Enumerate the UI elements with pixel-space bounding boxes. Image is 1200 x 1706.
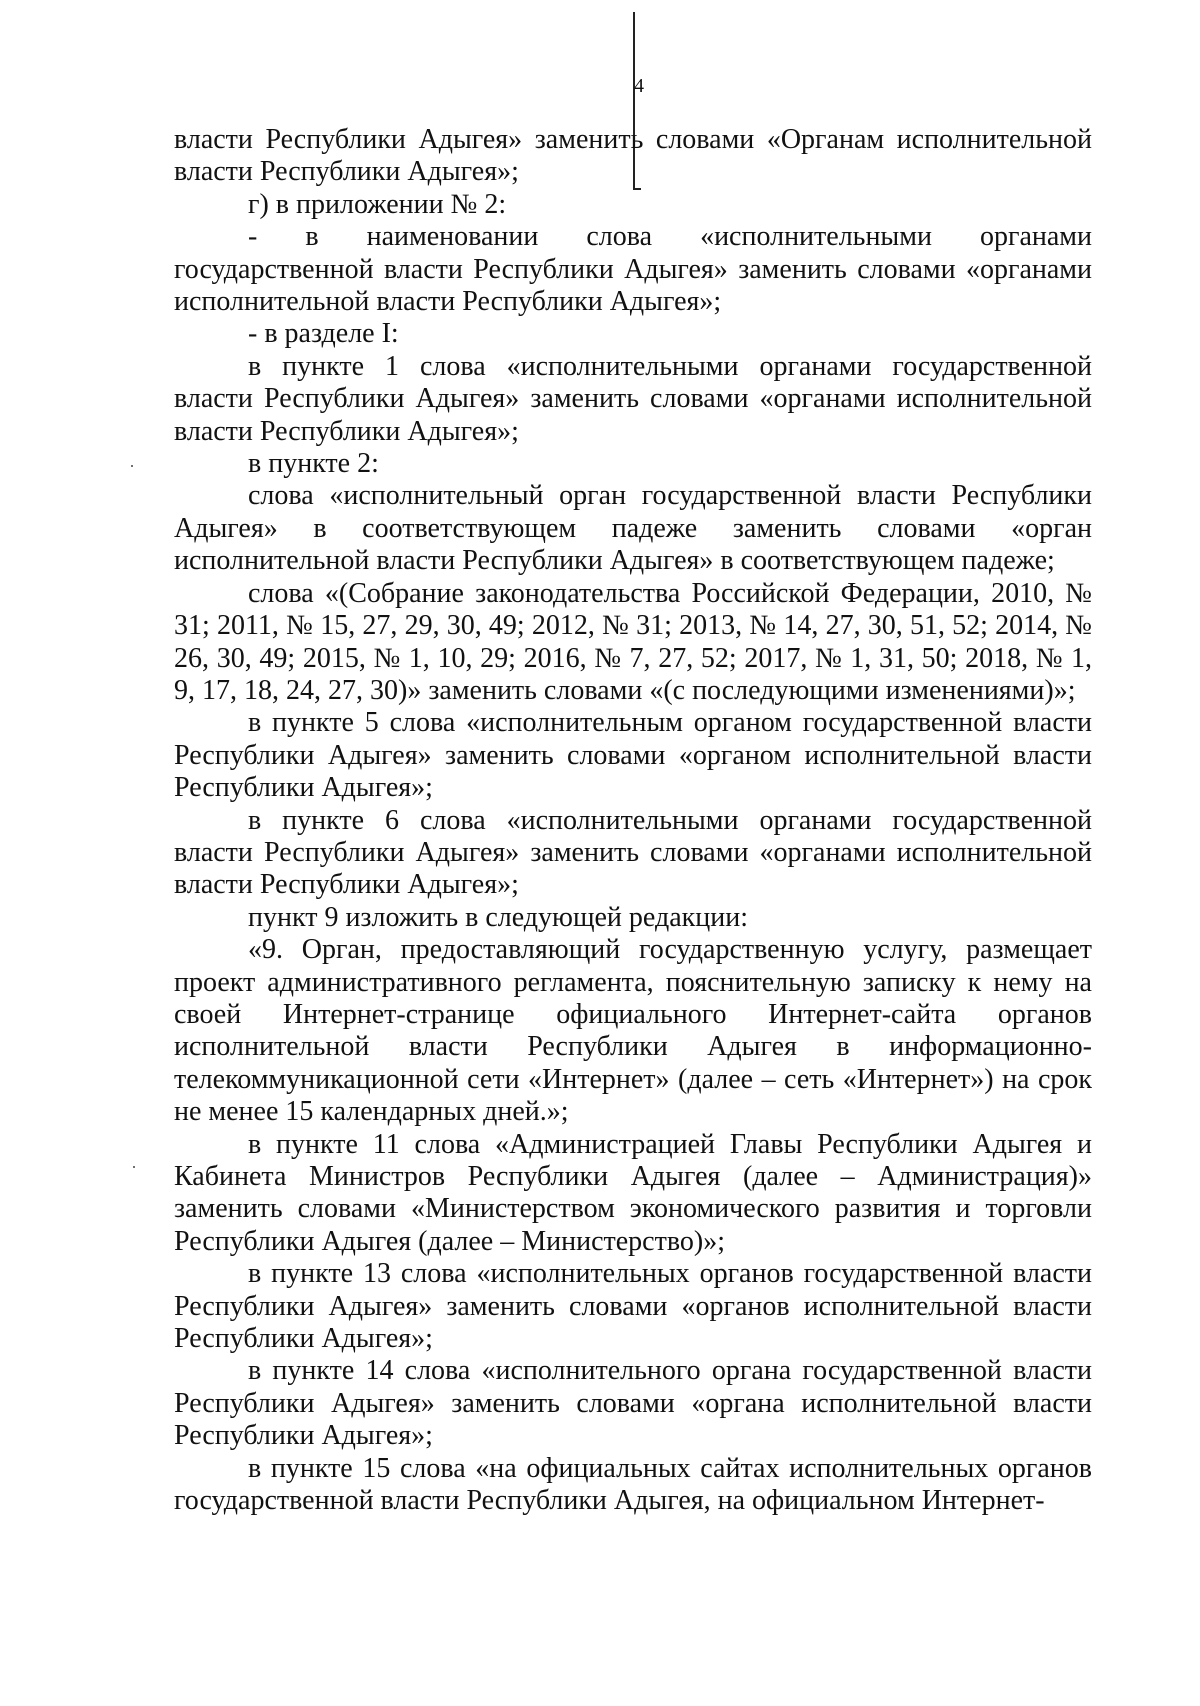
scan-speck bbox=[133, 1166, 135, 1168]
paragraph: слова «(Собрание законодательства Российской Федерации, 2010, № 31; 2011, № 15, 27, 29, 30, 49; 2012, № 31; 2013, № 14, 27, 30, 51, 52; 2014, № 26, 30, 49; 2015, № 1, 10, 29; 2016, № 7, 27, 52; 2017, № 1, 31, 50; 2018, № 1, 9, 17, 18, 24, 27, 30)» заменить словами «(с последующими изменениями)»; bbox=[174, 577, 1092, 706]
scan-speck bbox=[131, 465, 133, 467]
paragraph-continuation: власти Республики Адыгея» заменить словами «Органам исполнительной власти Республики Адыгея»; bbox=[174, 124, 1092, 188]
paragraph: в пункте 5 слова «исполнительным органом государственной власти Республики Адыгея» заменить словами «органом исполнительной власти Республики Адыгея»; bbox=[174, 707, 1092, 804]
paragraph: в пункте 6 слова «исполнительными органами государственной власти Республики Адыгея» заменить словами «органами исполнительной власти Республики Адыгея»; bbox=[174, 804, 1092, 901]
paragraph: г) в приложении № 2: bbox=[248, 188, 507, 220]
paragraph: слова «исполнительный орган государственной власти Республики Адыгея» в соответствующем падеже заменить словами «орган исполнительной власти Республики Адыгея» в соответствующем падеже; bbox=[174, 480, 1092, 577]
paragraph: в пункте 15 слова «на официальных сайтах исполнительных органов государственной власти Республики Адыгея, на официальном Интернет- bbox=[174, 1452, 1092, 1517]
page-number: 4 bbox=[634, 75, 644, 97]
paragraph: «9. Орган, предоставляющий государственную услугу, размещает проект административного регламента, пояснительную записку к нему на своей Интернет-странице официального Интернет-сайта органов исполнительной власти Республики Адыгея в информационно-телекоммуникационной сети «Интернет» (далее – сеть «Интернет») на срок не менее 15 календарных дней.»; bbox=[174, 934, 1092, 1128]
paragraph: в пункте 14 слова «исполнительного органа государственной власти Республики Адыгея» заменить словами «органа исполнительной власти Республики Адыгея»; bbox=[174, 1355, 1092, 1452]
paragraph: в пункте 11 слова «Администрацией Главы Республики Адыгея и Кабинета Министров Республики Адыгея (далее – Администрация)» заменить словами «Министерством экономического развития и торговли Республики Адыгея (далее – Министерство)»; bbox=[174, 1128, 1092, 1257]
paragraph: в пункте 13 слова «исполнительных органов государственной власти Республики Адыгея» заменить словами «органов исполнительной власти Республики Адыгея»; bbox=[174, 1258, 1092, 1355]
paragraph: пункт 9 изложить в следующей редакции: bbox=[248, 901, 748, 933]
paragraph: в пункте 2: bbox=[248, 448, 379, 480]
paragraph: в пункте 1 слова «исполнительными органами государственной власти Республики Адыгея» заменить словами «органами исполнительной власти Республики Адыгея»; bbox=[174, 350, 1092, 447]
paragraph: - в разделе I: bbox=[248, 318, 399, 350]
document-body bbox=[174, 124, 1092, 1517]
paragraph: - в наименовании слова «исполнительными органами государственной власти Республики Адыгея» заменить словами «органами исполнительной власти Республики Адыгея»; bbox=[174, 221, 1092, 318]
